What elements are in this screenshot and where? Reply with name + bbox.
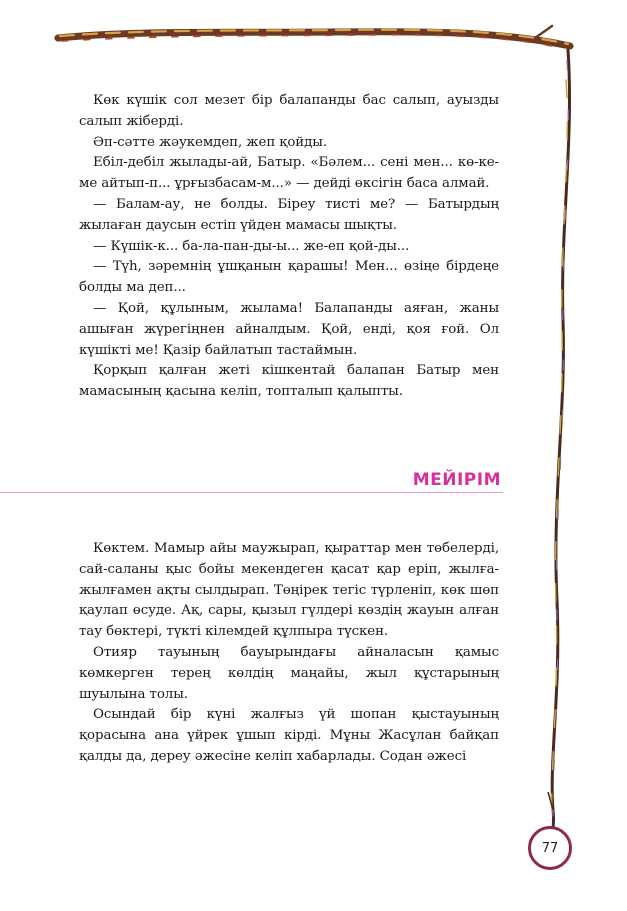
paragraph: Отияр тауының бауырындағы айналасын қамыс көмкерген терең көлдің маңайы, жыл құстарының шуылына толы. [79, 644, 499, 702]
paragraph: Көктем. Мамыр айы маужырап, қыраттар мен төбелерді, сай-саланы қыс бойы мекендеген қасат қар еріп, жылға-жылғамен ақты сылдырап. Төңірек тегіс түрленіп, көк шөп қаулап өсуде. Ақ, сары, қызыл гүлдері көздің жауын алған тау бөктері, түкті кілемдей құлпыра түскен. [79, 541, 499, 640]
paragraph: — Күшік-к... ба-ла-пан-ды-ы... же-еп қой-ды... [93, 238, 410, 254]
story-two-text [79, 539, 499, 768]
paragraph: — Қой, құлыным, жылама! Балапанды аяған, жаны ашыған жүрегіңнен айналдым. Қой, енді, қоя ғой. Ол күшікті ме! Қазір байлатып тастаймын. [79, 300, 499, 358]
paragraph: Ебіл-дебіл жылады-ай, Батыр. «Бәлем... сені мен... кө-ке-ме айтып-п... ұрғызбасам-м...» — дейді өксігін баса алмай. [79, 155, 499, 192]
paragraph: Көк күшік сол мезет бір балапанды бас салып, ауызды салып жіберді. [79, 93, 499, 129]
paragraph: Осындай бір күні жалғыз үй шопан қыстауының қорасына ана үйрек ұшып кірді. Мұны Жасұлан байқап қалды да, дереу әжесіне келіп хабарлады. Содан әжесі [79, 707, 499, 764]
paragraph: Әп-сәтте жәукемдеп, жеп қойды. [93, 134, 327, 150]
section-title: МЕЙІРІМ [412, 470, 501, 490]
paragraph: — Балам-ау, не болды. Біреу тисті ме? — Батырдың жылаған даусын естіп үйден мамасы шықты. [79, 196, 499, 233]
paragraph: Қорқып қалған жеті кішкентай балапан Батыр мен мамасының қасына келіп, топталып қалыпты. [79, 363, 499, 400]
section-divider [0, 492, 503, 493]
page-number: 77 [528, 826, 572, 870]
story-one-text [79, 91, 499, 403]
paragraph: — Түһ, зәремнің ұшқанын қарашы! Мен... өзіңе бірдеңе болды ма деп... [79, 259, 499, 296]
